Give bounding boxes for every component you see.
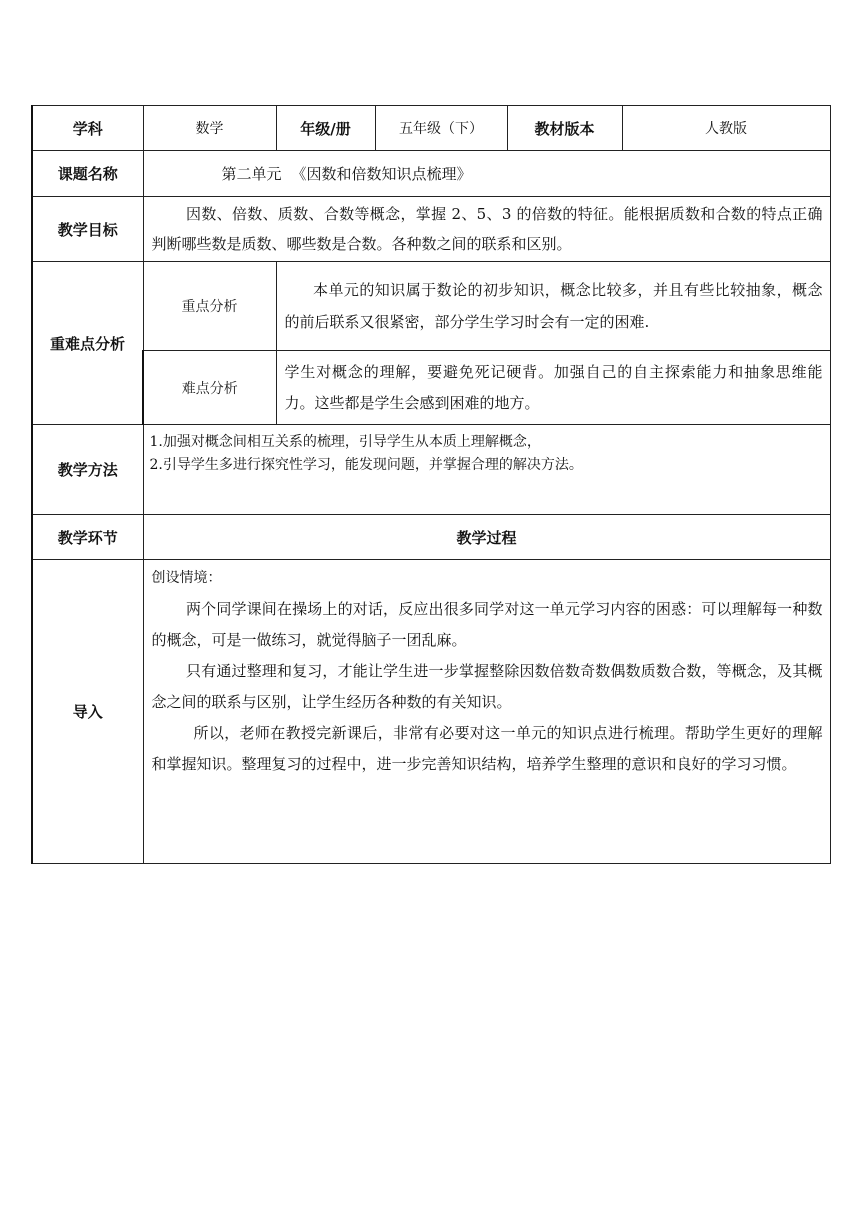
- grade-label: 年级/册: [276, 106, 375, 151]
- intro-paragraph-3: 所以，老师在教授完新课后，非常有必要对这一单元的知识点进行梳理。帮助学生更好的理解和掌握知识。整理复习的过程中，进一步完善知识结构，培养学生整理的意识和良好的学习习惯。: [151, 724, 823, 773]
- lesson-name-label: 课题名称: [32, 151, 143, 197]
- process-label: 教学过程: [143, 515, 830, 560]
- objectives-text: 因数、倍数、质数、合数等概念，掌握 2、5、3 的倍数的特征。能根据质数和合数的特点正确判断哪些数是质数、哪些数是合数。各种数之间的联系和区别。: [143, 197, 830, 262]
- key-points-label: 重点分析: [143, 262, 276, 351]
- difficulty-label: 难点分析: [143, 351, 276, 425]
- key-points-row: [32, 262, 830, 351]
- difficulty-text: 学生对概念的理解，要避免死记硬背。加强自己的自主探索能力和抽象思维能力。这些都是学生会感到困难的地方。: [276, 351, 830, 425]
- methods-cell: [143, 425, 830, 515]
- grade-value: 五年级（下）: [375, 106, 507, 151]
- stage-label: 教学环节: [32, 515, 143, 560]
- lesson-unit: 第二单元: [221, 165, 282, 183]
- objectives-label: 教学目标: [32, 197, 143, 262]
- intro-label: 导入: [32, 560, 143, 864]
- process-header-row: [32, 515, 830, 560]
- objectives-row: [32, 197, 830, 262]
- header-row: [32, 106, 830, 151]
- key-points-text: 本单元的知识属于数论的初步知识，概念比较多，并且有些比较抽象，概念的前后联系又很紧密，部分学生学习时会有一定的困难.: [276, 262, 830, 351]
- lesson-title: 《因数和倍数知识点梳理》: [291, 165, 472, 183]
- subject-value: 数学: [143, 106, 276, 151]
- intro-row: [32, 560, 830, 864]
- subject-label: 学科: [32, 106, 143, 151]
- methods-row: [32, 425, 830, 515]
- method-item-1: 1.加强对概念间相互关系的梳理，引导学生从本质上理解概念，: [149, 434, 541, 450]
- intro-paragraph-1: 两个同学课间在操场上的对话，反应出很多同学对这一单元学习内容的困惑：可以理解每一种数的概念，可是一做练习，就觉得脑子一团乱麻。: [151, 600, 823, 649]
- methods-label: 教学方法: [32, 425, 143, 515]
- lesson-title-cell: [143, 151, 830, 197]
- edition-value: 人教版: [622, 106, 830, 151]
- intro-heading: 创设情境：: [151, 570, 222, 586]
- intro-cell: [143, 560, 830, 864]
- analysis-label: 重难点分析: [32, 262, 143, 425]
- method-item-2: 2.引导学生多进行探究性学习，能发现问题，并掌握合理的解决方法。: [149, 457, 583, 473]
- lesson-plan-table: [31, 105, 831, 864]
- edition-label: 教材版本: [507, 106, 622, 151]
- intro-paragraph-2: 只有通过整理和复习，才能让学生进一步掌握整除因数倍数奇数偶数质数合数，等概念，及其概念之间的联系与区别，让学生经历各种数的有关知识。: [151, 662, 823, 711]
- difficulty-row: [32, 351, 830, 425]
- lesson-title-row: [32, 151, 830, 197]
